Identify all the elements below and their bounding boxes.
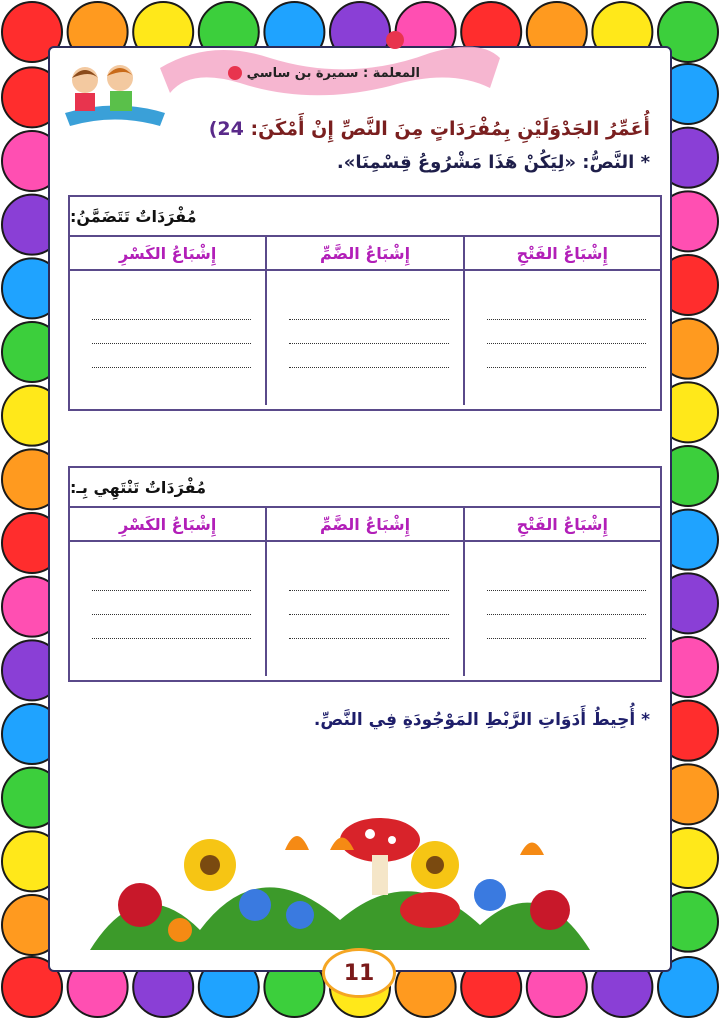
question-text: أُعَمِّرُ الجَدْوَلَيْنِ بِمُفْرَدَاتٍ مِنَ النَّصِّ إِنْ أَمْكَنَ: <box>250 118 650 140</box>
table-title: مُفْرَدَاتٌ تَتَضَمَّنُ: <box>70 197 660 237</box>
column-header-damm: إِشْبَاعُ الضَّمِّ <box>267 237 464 269</box>
page-number: 11 <box>322 948 396 998</box>
instruction-text: * أُحِيطُ أَدَوَاتِ الرَّبْطِ المَوْجُودَةِ فِي النَّصِّ. <box>313 710 650 730</box>
answer-cell-fath[interactable] <box>465 542 660 676</box>
column-header-damm: إِشْبَاعُ الضَّمِّ <box>267 508 464 540</box>
answer-cell-damm[interactable] <box>267 542 464 676</box>
column-header-fath: إِشْبَاعُ الفَتْحِ <box>516 243 608 263</box>
answer-cell-damm[interactable] <box>267 271 464 405</box>
reading-kids-illustration <box>60 58 170 130</box>
table-includes <box>68 195 662 411</box>
teacher-name: المعلمة : سميرة بن ساسي <box>246 66 420 81</box>
answer-cell-fath[interactable] <box>465 271 660 405</box>
column-header-fath: إِشْبَاعُ الفَتْحِ <box>516 514 608 534</box>
ribbon-banner <box>150 28 510 98</box>
flowers-illustration <box>80 810 600 960</box>
answer-cell-kasr[interactable] <box>70 271 267 405</box>
column-header-kasr: إِشْبَاعُ الكَسْرِ <box>70 508 267 540</box>
question-heading <box>203 118 650 140</box>
column-header-kasr: إِشْبَاعُ الكَسْرِ <box>70 237 267 269</box>
source-text: * النَّصُّ: «لِيَكُنْ هَذَا مَشْرُوعُ قِسْمِنَا». <box>336 152 650 173</box>
answer-cell-kasr[interactable] <box>70 542 267 676</box>
question-number: 24) <box>208 118 244 140</box>
table-title: مُفْرَدَاتٌ تَنْتَهِي بِـ: <box>70 468 660 508</box>
table-ends-with <box>68 466 662 682</box>
